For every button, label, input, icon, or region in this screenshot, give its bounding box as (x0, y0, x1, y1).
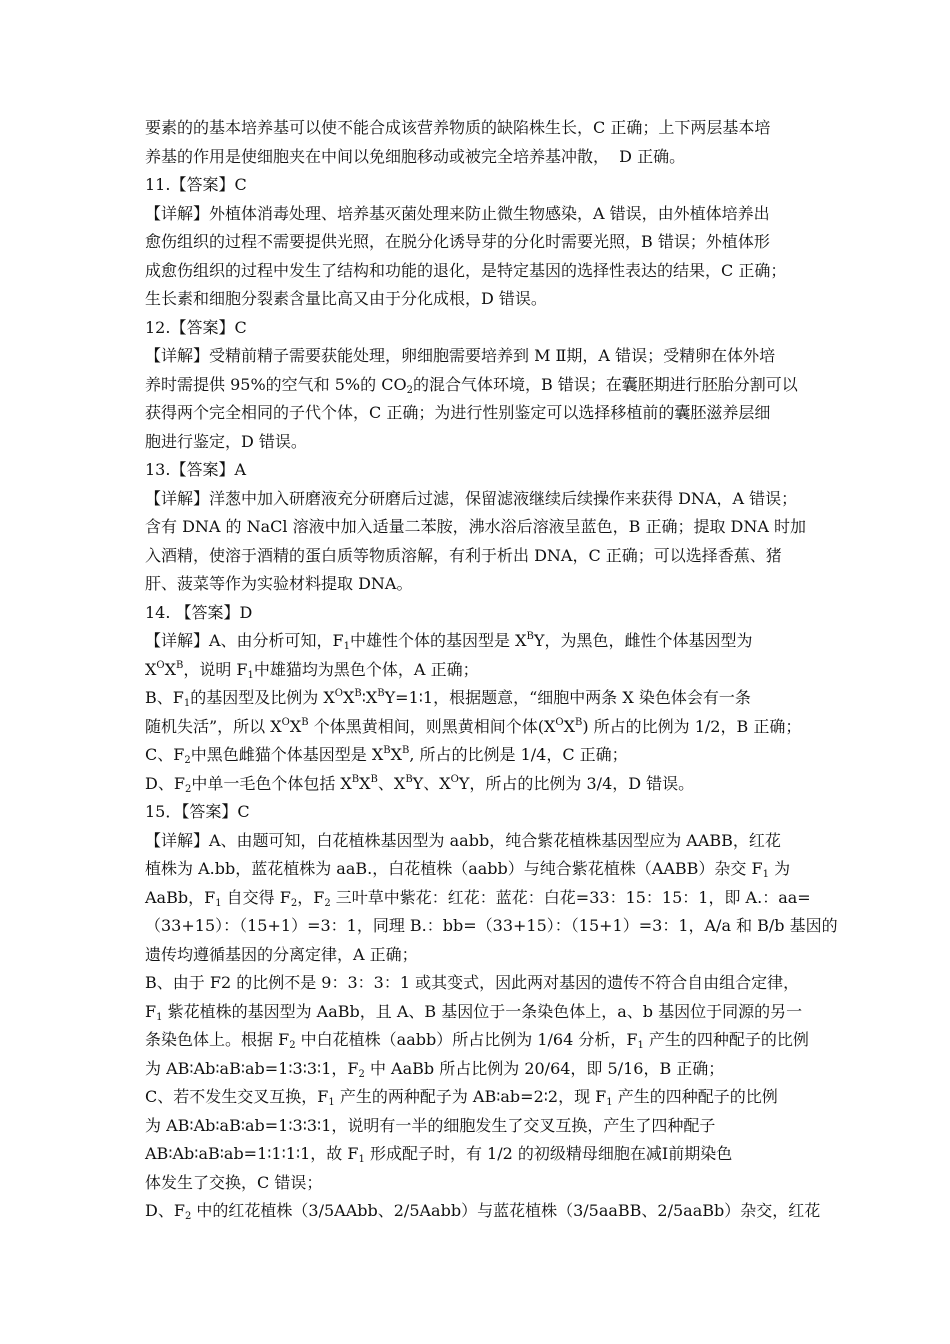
text-segment: Y、X (412, 773, 451, 793)
text-segment: B (301, 716, 309, 728)
text-segment: Y=1∶1，根据题意，“细胞中两条 X 染色体会有一条 (384, 688, 751, 707)
text-segment: 要素的的基本培养基可以使不能合成该营养物质的缺陷株生长，C 正确；上下两层基本培 (145, 118, 771, 137)
text-segment: 2 (184, 1211, 192, 1222)
text-line (145, 574, 815, 594)
text-segment: 条染色体上。根据 F (145, 1030, 290, 1049)
text-line (145, 1030, 815, 1050)
text-segment: 1 (637, 1040, 644, 1051)
text-line (145, 774, 815, 794)
text-segment: 成愈伤组织的过程中发生了结构和功能的退化，是特定基因的选择性表达的结果，C 正确； (145, 260, 787, 280)
text-segment: B (377, 688, 385, 699)
text-line (145, 1087, 815, 1107)
text-line (145, 546, 815, 566)
text-segment: O (450, 773, 459, 785)
text-segment: 产生的两种配子为 AB∶ab=2∶2，现 F (334, 1087, 607, 1106)
text-segment: D、F (145, 1201, 185, 1220)
text-segment: ，说明 F (183, 659, 248, 679)
text-segment: 养基的作用是使细胞夹在中间以免细胞移动或被完全培养基冲散， D 正确。 (145, 146, 686, 166)
text-segment: , 所占的比例是 1/4，C 正确； (409, 745, 628, 764)
text-line (145, 517, 815, 537)
text-segment: 养时需提供 95%的空气和 5%的 CO (145, 374, 407, 394)
text-segment: D、F (145, 773, 185, 793)
text-segment: 遗传均遵循基因的分离定律，A 正确； (145, 944, 418, 964)
text-line (145, 1201, 821, 1222)
text-segment: B (383, 745, 391, 756)
text-line (145, 688, 815, 708)
text-segment: 愈伤组织的过程不需要提供光照，在脱分化诱导芽的分化时需要光照，B 错误；外植体形 (145, 232, 770, 251)
text-line (145, 175, 815, 195)
text-segment: 中 AaBb 所占比例为 20/64，即 5/16，B 正确； (364, 1058, 725, 1078)
text-segment: ∶X (361, 688, 378, 707)
text-segment: 中黑色雌猫个体基因型是 X (190, 745, 384, 764)
text-line (145, 232, 815, 252)
text-segment: O (334, 688, 343, 699)
text-line (145, 432, 815, 452)
text-segment: 中白花植株（aabb）所占比例为 1/64 分析，F (295, 1030, 638, 1049)
text-segment: 【详解】A、由分析可知，F (145, 631, 344, 650)
text-segment: 含有 DNA 的 NaCl 溶液中加入适量二苯胺，沸水浴后溶液呈蓝色，B 正确；提取 DNA 时加 (145, 517, 807, 536)
text-segment: C、F (145, 745, 185, 764)
text-segment: 1 (247, 669, 254, 681)
text-line (145, 831, 815, 851)
text-segment: 生长素和细胞分裂素含量比高又由于分化成根，D 错误。 (145, 289, 547, 308)
text-segment: 为 AB∶Ab∶aB∶ab=1∶3∶3∶1，F (145, 1058, 359, 1078)
text-segment: 1 (156, 1011, 163, 1023)
text-segment: B (351, 773, 360, 785)
text-segment: B (574, 716, 583, 728)
text-segment: B (405, 773, 413, 785)
text-segment: 的基因型及比例为 X (190, 688, 335, 707)
text-line (145, 318, 815, 338)
text-line (145, 204, 815, 224)
text-segment: Y，为黑色，雌性个体基因型为 (533, 631, 753, 650)
text-segment: 为 (768, 859, 791, 878)
text-segment: 1 (328, 1097, 335, 1108)
text-segment: B (401, 745, 410, 756)
text-line (145, 717, 815, 737)
text-line (145, 888, 815, 908)
text-line (145, 1173, 815, 1193)
text-line (145, 289, 815, 309)
text-segment: O (156, 659, 165, 671)
text-segment: 产生的四种配子的比例 (643, 1030, 809, 1049)
text-segment: AaBb，F (145, 887, 216, 907)
text-segment: 获得两个完全相同的子代个体，C 正确；为进行性别鉴定可以选择移植前的囊胚滋养层细 (145, 403, 771, 422)
text-line (145, 945, 815, 965)
text-segment: X (359, 773, 371, 793)
text-segment: 肝、菠菜等作为实验材料提取 DNA。 (145, 574, 413, 593)
text-segment: 随机失活”，所以 X (145, 716, 282, 736)
text-segment: B (526, 631, 534, 642)
text-segment: 1 (762, 869, 769, 880)
text-segment: 中雄性个体的基因型是 X (350, 631, 527, 650)
text-segment: ，F (297, 887, 325, 907)
text-segment: 体发生了交换，C 错误； (145, 1172, 323, 1192)
text-segment: 中雄猫均为黑色个体，A 正确； (253, 659, 479, 679)
text-segment: X (164, 659, 176, 679)
text-segment: X (342, 688, 355, 707)
text-segment: 为 AB∶Ab∶aB∶ab=1∶3∶3∶1，说明有一半的细胞发生了交叉互换，产生了四种配子 (145, 1115, 716, 1135)
text-segment: 入酒精，使溶于酒精的蛋白质等物质溶解，有利于析出 DNA，C 正确；可以选择香蕉、猪 (145, 545, 782, 565)
text-segment: AB∶Ab∶aB∶ab=1∶1∶1∶1，故 F (145, 1144, 359, 1163)
text-segment: 2 (184, 783, 192, 795)
text-segment: 1 (358, 1154, 365, 1165)
text-line (145, 802, 815, 822)
text-segment: 1 (606, 1097, 613, 1108)
text-line (145, 261, 815, 281)
text-line (145, 1116, 815, 1136)
text-segment: 1 (215, 897, 222, 909)
text-line (145, 346, 815, 366)
text-segment: 2 (184, 755, 191, 766)
text-segment: 【详解】受精前精子需要获能处理，卵细胞需要培养到 M Ⅱ期，A 错误；受精卵在体外培 (145, 346, 776, 365)
text-segment: 胞进行鉴定，D 错误。 (145, 431, 307, 451)
text-segment: 2 (406, 384, 413, 396)
text-segment: 12.【答案】C (145, 317, 247, 337)
text-line (145, 745, 815, 765)
text-segment: X (390, 745, 402, 764)
text-segment: X (289, 716, 302, 736)
text-segment: B、由于 F2 的比例不是 9：3：3：1 或其变式，因此两对基因的遗传不符合自由组合定律， (145, 973, 800, 992)
text-segment: 中的红花植株（3/5AAbb、2/5Aabb）与蓝花植株（3/5aaBB、2/5aaBb）杂交，红花 (191, 1201, 821, 1220)
text-segment: B、F (145, 688, 184, 707)
text-line (145, 375, 815, 395)
text-line (145, 460, 815, 480)
text-segment: 1 (183, 698, 191, 709)
text-segment: Y，所占的比例为 3/4，D 错误。 (458, 773, 695, 793)
text-segment: 2 (358, 1068, 365, 1080)
text-segment: X (563, 716, 575, 736)
text-segment: 2 (324, 897, 331, 909)
text-segment: 自交得 F (221, 887, 291, 907)
text-line (145, 973, 815, 993)
text-line (145, 118, 815, 138)
text-segment: 紫花植株的基因型为 AaBb，且 A、B 基因位于一条染色体上，a、b 基因位于同源的另一 (162, 1001, 803, 1021)
text-segment: 中单一毛色个体包括 X (191, 773, 352, 793)
text-segment: 【详解】外植体消毒处理、培养基灭菌处理来防止微生物感染，A 错误，由外植体培养出 (145, 203, 770, 223)
text-segment: 【详解】A、由题可知，白花植株基因型为 aabb，纯合紫花植株基因型应为 AABB，红花 (145, 830, 781, 850)
text-line (145, 859, 815, 879)
text-line (145, 1144, 815, 1164)
text-segment: O (555, 716, 564, 728)
text-segment: 1 (343, 641, 351, 652)
text-line (145, 1059, 815, 1079)
text-segment: ) 所占的比例为 1/2，B 正确； (582, 716, 802, 736)
text-segment: 形成配子时，有 1/2 的初级精母细胞在减Ⅰ前期染色 (364, 1144, 733, 1163)
text-segment: 个体黑黄相间，则黑黄相间个体(X (308, 716, 556, 736)
text-segment: 【详解】洋葱中加入研磨液充分研磨后过滤，保留滤液继续后续操作来获得 DNA，A 错误； (145, 488, 798, 508)
text-segment: 11.【答案】C (145, 175, 247, 194)
text-segment: 三叶草中紫花：红花：蓝花：白花=33：15：15：1，即 A.：aa= (330, 887, 811, 907)
text-segment: 2 (290, 897, 298, 909)
text-segment: C、若不发生交叉互换，F (145, 1087, 329, 1106)
text-segment: 13.【答案】A (145, 460, 247, 479)
text-segment: B (354, 688, 362, 699)
text-line (145, 489, 815, 509)
text-segment: 15．【答案】C (145, 802, 250, 821)
text-line (145, 631, 815, 651)
text-segment: X (145, 659, 157, 679)
text-segment: O (281, 716, 290, 728)
text-segment: 产生的四种配子的比例 (612, 1087, 778, 1106)
text-segment: 14. 【答案】D (145, 602, 253, 622)
text-line (145, 603, 815, 623)
text-segment: F (145, 1001, 157, 1021)
text-segment: B (175, 659, 184, 671)
text-line (145, 660, 815, 680)
text-line (145, 916, 838, 936)
text-line (145, 403, 815, 423)
text-segment: 2 (289, 1040, 296, 1051)
text-segment: 、X (377, 773, 406, 793)
text-segment: 的混合气体环境，B 错误；在囊胚期进行胚胎分割可以 (412, 374, 798, 394)
text-segment: （33+15）：（15+1）=3：1，同理 B.：bb=（33+15）：（15+1）=3：1，A/a 和 B/b 基因的 (145, 916, 838, 935)
text-line (145, 147, 815, 167)
text-segment: 植株为 A.bb，蓝花植株为 aaB.，白花植株（aabb）与纯合紫花植株（AABB）杂交 F (145, 859, 763, 878)
text-segment: B (370, 773, 378, 785)
text-line (145, 1002, 815, 1022)
